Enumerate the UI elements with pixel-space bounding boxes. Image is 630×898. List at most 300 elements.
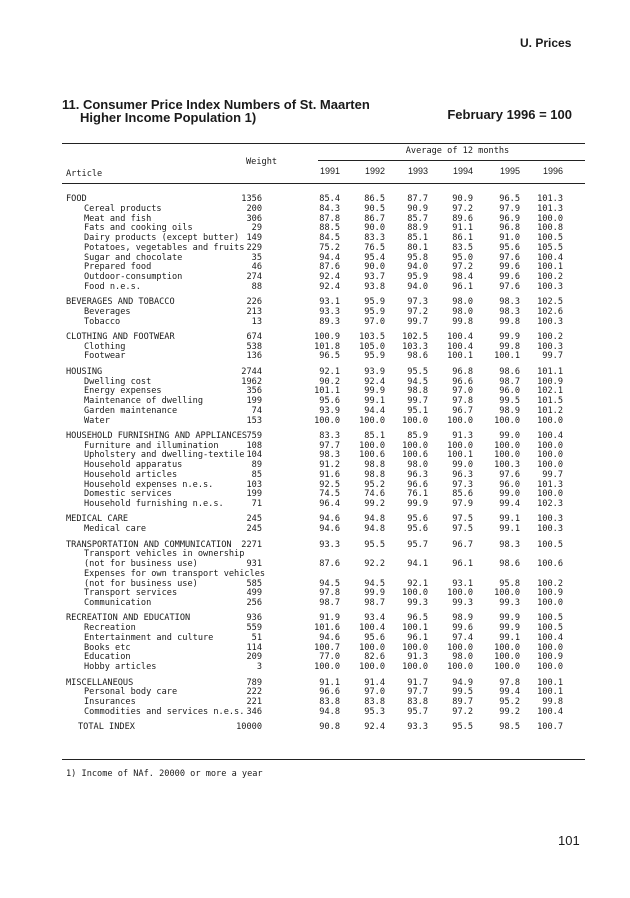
value-cell-1996: 100.5 [537, 233, 563, 243]
value-cell-1996: 100.0 [537, 642, 563, 653]
value-cell-1992: 99.9 [364, 588, 385, 599]
row-label: Footwear [84, 351, 126, 362]
value-cell-1996: 100.0 [537, 598, 563, 609]
value-cell-1994: 100.4 [447, 341, 473, 352]
weight-cell: 10000 [236, 722, 262, 733]
row-label: Household apparatus [84, 460, 183, 471]
value-cell-1994: 91.3 [452, 430, 473, 441]
weight-cell: 245 [246, 524, 262, 535]
header-rule [62, 183, 585, 184]
value-cell-1991: 91.1 [319, 677, 340, 688]
value-cell-1991: 100.0 [314, 662, 340, 673]
value-cell-1996: 100.1 [537, 677, 563, 688]
row-label: CLOTHING AND FOOTWEAR [66, 331, 175, 342]
value-cell-1995: 96.9 [499, 213, 520, 224]
year-header: 1995 [499, 166, 520, 176]
value-cell-1994: 96.8 [452, 366, 473, 377]
row-label: Dairy products (except butter) [84, 233, 240, 243]
value-cell-1994: 100.0 [447, 415, 473, 426]
value-cell-1993: 83.8 [407, 697, 428, 707]
value-cell-1992: 100.0 [359, 440, 385, 451]
value-cell-1994: 100.4 [447, 331, 473, 342]
value-cell-1992: 91.4 [364, 677, 385, 688]
value-cell-1993: 85.9 [407, 430, 428, 441]
value-cell-1992: 94.8 [364, 524, 385, 535]
item-row [0, 283, 630, 293]
value-cell-1996: 100.3 [537, 514, 563, 525]
value-cell-1996: 100.0 [537, 460, 563, 471]
value-cell-1996: 100.0 [537, 440, 563, 451]
value-cell-1994: 99.5 [452, 687, 473, 698]
value-cell-1992: 86.7 [364, 213, 385, 224]
weight-cell: 256 [246, 598, 262, 609]
value-cell-1996: 100.3 [537, 316, 563, 327]
value-cell-1994: 91.1 [452, 223, 473, 234]
value-cell-1996: 99.7 [542, 351, 563, 362]
value-cell-1994: 100.1 [447, 351, 473, 362]
value-cell-1993: 96.6 [407, 479, 428, 490]
value-cell-1996: 102.6 [537, 306, 563, 317]
index-base: February 1996 = 100 [447, 107, 572, 122]
value-cell-1994: 100.0 [447, 588, 473, 599]
value-cell-1993: 85.1 [407, 233, 428, 243]
row-label: Prepared food [84, 262, 152, 273]
weight-cell: 3 [256, 662, 262, 673]
weight-cell: 346 [246, 706, 262, 717]
section-header: U. Prices [520, 36, 572, 50]
value-cell-1994: 97.0 [452, 386, 473, 397]
value-cell-1991: 90.8 [319, 722, 340, 733]
value-cell-1993: 95.6 [407, 514, 428, 525]
value-cell-1996: 100.9 [537, 376, 563, 387]
value-cell-1994: 97.9 [452, 499, 473, 510]
row-label: HOUSEHOLD FURNISHING AND APPLIANCES [66, 430, 248, 441]
value-cell-1996: 100.4 [537, 632, 563, 643]
footnote: 1) Income of NAf. 20000 or more a year [66, 769, 263, 779]
value-cell-1995: 97.8 [499, 677, 520, 688]
value-cell-1996: 100.5 [537, 613, 563, 624]
item-row [0, 663, 630, 673]
value-cell-1995: 99.9 [499, 623, 520, 634]
weight-cell: 2744 [241, 366, 262, 377]
weight-cell: 226 [246, 297, 262, 308]
value-cell-1991: 92.5 [319, 479, 340, 490]
value-cell-1991: 101.6 [314, 623, 340, 634]
value-cell-1994: 97.2 [452, 262, 473, 273]
value-cell-1995: 98.9 [499, 405, 520, 416]
value-cell-1993: 97.7 [407, 687, 428, 698]
value-cell-1993: 100.1 [402, 623, 428, 634]
row-label: Outdoor-consumption [84, 272, 183, 282]
bottom-rule [62, 759, 585, 760]
value-cell-1995: 99.0 [499, 430, 520, 441]
value-cell-1993: 93.3 [407, 722, 428, 733]
row-label: Meat and fish [84, 213, 152, 224]
table-subtitle: Higher Income Population 1) [80, 110, 257, 125]
value-cell-1991: 101.8 [314, 341, 340, 352]
value-cell-1995: 96.0 [499, 479, 520, 490]
value-cell-1994: 97.2 [452, 706, 473, 717]
value-cell-1996: 102.1 [537, 386, 563, 397]
weight-cell: 274 [246, 272, 262, 282]
item-row [0, 318, 630, 328]
row-label: Personal body care [84, 687, 178, 698]
article-header: Article [66, 169, 103, 179]
value-cell-1992: 95.9 [364, 297, 385, 308]
value-cell-1994: 99.6 [452, 623, 473, 634]
value-cell-1993: 91.3 [407, 652, 428, 663]
value-cell-1992: 86.5 [364, 194, 385, 204]
value-cell-1991: 94.6 [319, 632, 340, 643]
value-cell-1991: 97.7 [319, 440, 340, 451]
item-row [0, 417, 630, 427]
weight-cell: 1356 [241, 194, 262, 204]
row-label: Household articles [84, 469, 178, 480]
weight-cell: 71 [251, 499, 262, 510]
value-cell-1996: 100.0 [537, 662, 563, 673]
item-row [0, 525, 630, 535]
value-cell-1995: 98.3 [499, 539, 520, 550]
value-cell-1991: 74.5 [319, 489, 340, 500]
value-cell-1996: 100.1 [537, 262, 563, 273]
value-cell-1992: 92.4 [364, 722, 385, 733]
weight-cell: 222 [246, 687, 262, 698]
value-cell-1995: 98.7 [499, 376, 520, 387]
row-label: Recreation [84, 623, 136, 634]
row-label: BEVERAGES AND TOBACCO [66, 297, 175, 308]
value-cell-1996: 101.3 [537, 194, 563, 204]
year-header: 1996 [542, 166, 563, 176]
value-cell-1991: 100.9 [314, 331, 340, 342]
row-label: Hobby articles [84, 662, 157, 673]
value-cell-1992: 95.9 [364, 306, 385, 317]
value-cell-1994: 97.3 [452, 479, 473, 490]
weight-cell: 199 [246, 489, 262, 500]
weight-cell: 209 [246, 652, 262, 663]
value-cell-1996: 101.2 [537, 405, 563, 416]
value-cell-1992: 98.7 [364, 598, 385, 609]
value-cell-1996: 100.5 [537, 539, 563, 550]
value-cell-1991: 92.1 [319, 366, 340, 377]
value-cell-1993: 99.3 [407, 598, 428, 609]
value-cell-1991: 87.6 [319, 262, 340, 273]
value-cell-1995: 98.6 [499, 366, 520, 377]
value-cell-1994: 89.6 [452, 213, 473, 224]
item-row [0, 500, 630, 510]
row-label: TRANSPORTATION AND COMMUNICATION [66, 539, 232, 550]
value-cell-1991: 101.1 [314, 386, 340, 397]
row-label: Fats and cooking oils [84, 223, 193, 234]
value-cell-1993: 90.9 [407, 203, 428, 214]
weight-cell: 89 [251, 460, 262, 471]
value-cell-1991: 75.2 [319, 242, 340, 253]
average-header: Average of 12 months [405, 146, 510, 156]
weight-cell: 13 [251, 316, 262, 327]
value-cell-1995: 100.0 [494, 642, 520, 653]
value-cell-1992: 90.5 [364, 203, 385, 214]
value-cell-1991: 93.9 [319, 405, 340, 416]
value-cell-1996: 100.0 [537, 213, 563, 224]
value-cell-1995: 91.0 [499, 233, 520, 243]
value-cell-1995: 99.8 [499, 341, 520, 352]
year-header: 1991 [319, 166, 340, 176]
row-label: Upholstery and dwelling-textile [84, 450, 245, 461]
row-label: Maintenance of dwelling [84, 396, 203, 407]
value-cell-1996: 101.1 [537, 366, 563, 377]
row-label: Domestic services [84, 489, 172, 500]
value-cell-1996: 101.3 [537, 203, 563, 214]
value-cell-1991: 98.7 [319, 598, 340, 609]
value-cell-1993: 96.1 [407, 632, 428, 643]
value-cell-1996: 100.2 [537, 331, 563, 342]
value-cell-1994: 99.8 [452, 316, 473, 327]
value-cell-1994: 96.6 [452, 376, 473, 387]
value-cell-1993: 85.7 [407, 213, 428, 224]
value-cell-1992: 99.2 [364, 499, 385, 510]
value-cell-1995: 99.5 [499, 396, 520, 407]
value-cell-1996: 100.0 [537, 489, 563, 500]
value-cell-1995: 96.8 [499, 223, 520, 234]
value-cell-1995: 97.6 [499, 469, 520, 480]
value-cell-1993: 94.1 [407, 559, 428, 570]
value-cell-1993: 99.7 [407, 396, 428, 407]
value-cell-1996: 100.7 [537, 722, 563, 733]
row-label: (not for business use) [84, 578, 198, 589]
row-label: Beverages [84, 306, 131, 317]
row-label: Transport services [84, 588, 178, 599]
value-cell-1996: 100.3 [537, 341, 563, 352]
value-cell-1992: 100.0 [359, 642, 385, 653]
value-cell-1993: 98.8 [407, 386, 428, 397]
value-cell-1993: 88.9 [407, 223, 428, 234]
row-label: MISCELLANEOUS [66, 677, 134, 688]
weight-header: Weight [246, 157, 278, 167]
value-cell-1992: 97.0 [364, 687, 385, 698]
value-cell-1996: 101.3 [537, 479, 563, 490]
value-cell-1991: 83.3 [319, 430, 340, 441]
value-cell-1993: 95.6 [407, 524, 428, 535]
value-cell-1992: 100.4 [359, 623, 385, 634]
weight-cell: 1962 [241, 376, 262, 387]
value-cell-1992: 98.8 [364, 469, 385, 480]
row-label: Furniture and illumination [84, 440, 219, 451]
value-cell-1991: 77.0 [319, 652, 340, 663]
value-cell-1994: 98.4 [452, 272, 473, 282]
value-cell-1993: 96.3 [407, 469, 428, 480]
value-cell-1993: 92.1 [407, 578, 428, 589]
row-label: Books etc [84, 642, 131, 653]
value-cell-1995: 99.9 [499, 613, 520, 624]
value-cell-1993: 100.0 [402, 440, 428, 451]
row-label: TOTAL INDEX [78, 722, 135, 733]
value-cell-1993: 87.7 [407, 194, 428, 204]
value-cell-1993: 100.0 [402, 588, 428, 599]
weight-cell: 585 [246, 578, 262, 589]
value-cell-1996: 100.0 [537, 450, 563, 461]
value-cell-1993: 76.1 [407, 489, 428, 500]
value-cell-1994: 98.9 [452, 613, 473, 624]
value-cell-1992: 99.1 [364, 396, 385, 407]
value-cell-1993: 100.0 [402, 642, 428, 653]
value-cell-1993: 98.0 [407, 460, 428, 471]
value-cell-1995: 95.6 [499, 242, 520, 253]
value-cell-1992: 95.5 [364, 539, 385, 550]
value-cell-1994: 86.1 [452, 233, 473, 243]
value-cell-1993: 95.8 [407, 252, 428, 263]
value-cell-1994: 100.0 [447, 662, 473, 673]
row-label: Communication [84, 598, 152, 609]
value-cell-1991: 83.8 [319, 697, 340, 707]
value-cell-1991: 94.6 [319, 514, 340, 525]
weight-cell: 306 [246, 213, 262, 224]
value-cell-1994: 97.5 [452, 524, 473, 535]
value-cell-1993: 100.0 [402, 415, 428, 426]
value-cell-1992: 94.5 [364, 578, 385, 589]
value-cell-1996: 102.3 [537, 499, 563, 510]
average-rule [318, 160, 585, 161]
value-cell-1993: 98.6 [407, 351, 428, 362]
value-cell-1993: 99.7 [407, 316, 428, 327]
year-header: 1993 [407, 166, 428, 176]
value-cell-1991: 98.3 [319, 450, 340, 461]
value-cell-1995: 96.0 [499, 386, 520, 397]
value-cell-1994: 99.3 [452, 598, 473, 609]
value-cell-1992: 92.2 [364, 559, 385, 570]
value-cell-1992: 94.4 [364, 405, 385, 416]
value-cell-1996: 100.2 [537, 578, 563, 589]
value-cell-1991: 92.4 [319, 272, 340, 282]
value-cell-1996: 101.5 [537, 396, 563, 407]
row-label: HOUSING [66, 366, 103, 377]
value-cell-1995: 100.0 [494, 450, 520, 461]
item-row [0, 708, 630, 718]
weight-cell: 85 [251, 469, 262, 480]
row-label: Sugar and chocolate [84, 252, 183, 263]
value-cell-1996: 100.8 [537, 223, 563, 234]
value-cell-1994: 98.0 [452, 297, 473, 308]
value-cell-1995: 99.1 [499, 632, 520, 643]
table-title: 11. Consumer Price Index Numbers of St. Maarten [62, 97, 370, 112]
value-cell-1996: 100.9 [537, 588, 563, 599]
item-row [0, 599, 630, 609]
weight-cell: 221 [246, 697, 262, 707]
weight-cell: 499 [246, 588, 262, 599]
value-cell-1991: 96.6 [319, 687, 340, 698]
value-cell-1993: 103.3 [402, 341, 428, 352]
value-cell-1996: 100.6 [537, 559, 563, 570]
value-cell-1995: 99.4 [499, 499, 520, 510]
year-header: 1994 [452, 166, 473, 176]
value-cell-1996: 100.0 [537, 415, 563, 426]
value-cell-1995: 99.6 [499, 272, 520, 282]
weight-cell: 2271 [241, 539, 262, 550]
value-cell-1992: 100.0 [359, 662, 385, 673]
value-cell-1992: 97.0 [364, 316, 385, 327]
value-cell-1996: 100.3 [537, 524, 563, 535]
value-cell-1992: 100.6 [359, 450, 385, 461]
value-cell-1991: 100.7 [314, 642, 340, 653]
value-cell-1992: 98.8 [364, 460, 385, 471]
value-cell-1991: 93.1 [319, 297, 340, 308]
item-row [0, 352, 630, 362]
weight-cell: 245 [246, 514, 262, 525]
value-cell-1994: 83.5 [452, 242, 473, 253]
value-cell-1994: 85.6 [452, 489, 473, 500]
table-body [0, 195, 630, 733]
value-cell-1993: 97.3 [407, 297, 428, 308]
row-label: Medical care [84, 524, 147, 535]
value-cell-1993: 95.5 [407, 366, 428, 377]
row-label: Entertainment and culture [84, 632, 214, 643]
value-cell-1991: 87.8 [319, 213, 340, 224]
value-cell-1996: 102.5 [537, 297, 563, 308]
weight-cell: 114 [246, 642, 262, 653]
weight-cell: 674 [246, 331, 262, 342]
row-label: Water [84, 415, 110, 426]
value-cell-1994: 95.0 [452, 252, 473, 263]
value-cell-1991: 84.3 [319, 203, 340, 214]
value-cell-1994: 97.8 [452, 396, 473, 407]
value-cell-1996: 100.4 [537, 430, 563, 441]
row-label: Energy expenses [84, 386, 162, 397]
value-cell-1995: 100.0 [494, 652, 520, 663]
value-cell-1994: 99.0 [452, 460, 473, 471]
total-row [0, 723, 630, 733]
value-cell-1991: 94.8 [319, 706, 340, 717]
value-cell-1991: 93.3 [319, 306, 340, 317]
value-cell-1993: 96.5 [407, 613, 428, 624]
value-cell-1993: 80.1 [407, 242, 428, 253]
value-cell-1992: 100.0 [359, 415, 385, 426]
value-cell-1996: 100.4 [537, 706, 563, 717]
row-label: Food n.e.s. [84, 281, 141, 292]
value-cell-1994: 96.7 [452, 405, 473, 416]
value-cell-1993: 97.2 [407, 306, 428, 317]
value-cell-1991: 96.5 [319, 351, 340, 362]
value-cell-1994: 96.1 [452, 281, 473, 292]
value-cell-1995: 97.6 [499, 252, 520, 263]
value-cell-1993: 95.7 [407, 706, 428, 717]
value-cell-1995: 95.8 [499, 578, 520, 589]
value-cell-1996: 100.2 [537, 272, 563, 282]
value-cell-1996: 100.1 [537, 687, 563, 698]
value-cell-1994: 100.0 [447, 642, 473, 653]
value-cell-1996: 100.4 [537, 252, 563, 263]
row-label: Tobacco [84, 316, 121, 327]
year-header: 1992 [364, 166, 385, 176]
row-label: Dwelling cost [84, 376, 152, 387]
row-label: MEDICAL CARE [66, 514, 129, 525]
weight-cell: 51 [251, 632, 262, 643]
value-cell-1993: 100.0 [402, 662, 428, 673]
value-cell-1991: 94.4 [319, 252, 340, 263]
value-cell-1993: 94.5 [407, 376, 428, 387]
weight-cell: 213 [246, 306, 262, 317]
value-cell-1995: 100.1 [494, 351, 520, 362]
value-cell-1993: 99.9 [407, 499, 428, 510]
value-cell-1992: 95.3 [364, 706, 385, 717]
weight-cell: 74 [251, 405, 262, 416]
weight-cell: 936 [246, 613, 262, 624]
value-cell-1994: 97.5 [452, 514, 473, 525]
page-number: 101 [558, 833, 580, 848]
value-cell-1995: 98.5 [499, 722, 520, 733]
weight-cell: 149 [246, 233, 262, 243]
value-cell-1996: 99.8 [542, 697, 563, 707]
value-cell-1995: 97.9 [499, 203, 520, 214]
weight-cell: 35 [251, 252, 262, 263]
value-cell-1995: 97.6 [499, 281, 520, 292]
